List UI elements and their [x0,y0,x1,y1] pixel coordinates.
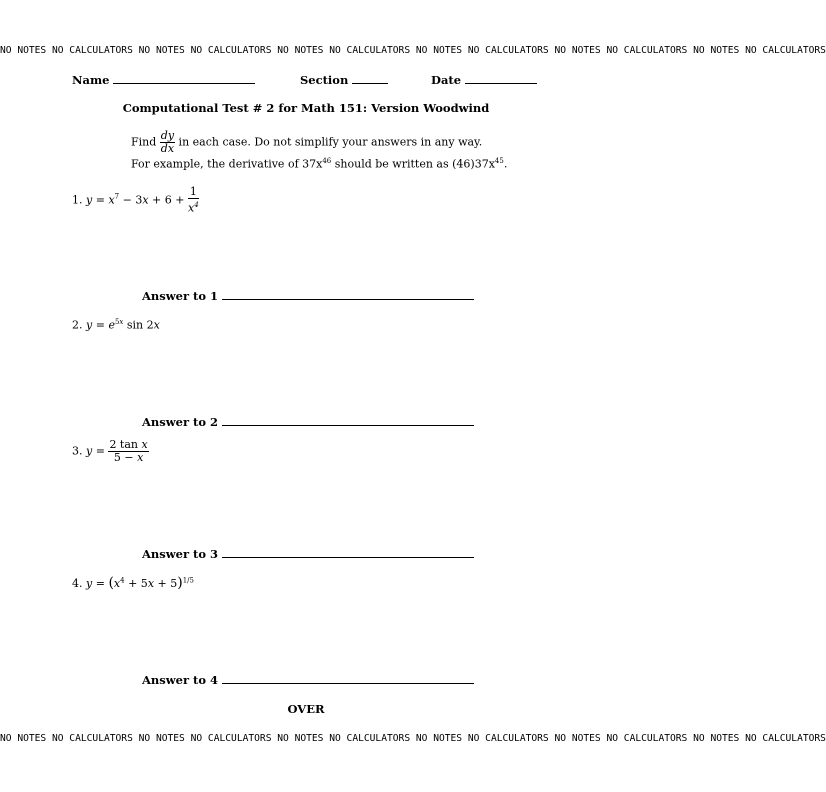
date-label: Date [431,73,462,87]
answer-4[interactable] [142,673,474,687]
example-text-a: For example, the derivative of 37x [131,157,323,171]
find-text: Find [131,135,157,149]
section-label: Section [300,73,349,87]
example-exp-2: 45 [494,157,504,165]
date-blank[interactable] [465,73,537,84]
problem-4-label: 4. [72,577,83,590]
problem-1-fraction: $\frac{1}{x^4}$ [187,185,199,215]
answer-2[interactable] [142,415,474,429]
problem-2: 2. $y = e^{5x}$ sin 2x [72,318,160,332]
problem-2-label: 2. [72,318,83,332]
instruction-line-2 [131,157,507,171]
instruction-line-1 [131,130,482,155]
problem-3-label: 3. [72,444,83,458]
answer-2-label: Answer to 2 [142,415,219,429]
dy-dx-fraction [160,130,175,155]
problem-3-fraction: $\frac{\text{2 tan x}}{5 - x}$ [109,438,148,464]
dy-text: dy [160,129,175,142]
over-label: OVER [287,702,325,716]
answer-4-label: Answer to 4 [142,673,219,687]
banner-top: NO NOTES NO CALCULATORS NO NOTES NO CALCULATORS NO NOTES NO CALCULATORS NO NOTES NO CALCULATORS NO NOTES NO CALCULATORS NO NOTES NO CALCULATORS [0,45,826,56]
answer-1-blank[interactable] [222,289,474,300]
page-title: Computational Test # 2 for Math 151: Version Woodwind [122,101,490,115]
dx-text: dx [160,142,175,155]
problem-1: 1. $y = x^7 - 3x + 6$ + $\frac{1}{x^4}$ [72,185,199,215]
answer-4-blank[interactable] [222,673,474,684]
problem-1-label: 1. [72,193,83,207]
problem-4: 4. $y = (x^4 + 5x + 5)^{1/5}$ [72,575,194,591]
answer-3[interactable] [142,547,474,561]
example-exp-1: 46 [322,157,332,165]
name-field[interactable] [72,73,255,87]
example-text-c: . [503,157,508,171]
instruction-rest: in each case. Do not simplify your answers in any way. [178,135,483,149]
example-text-b: should be written as (46)37x [331,157,495,171]
date-field[interactable] [431,73,537,87]
answer-3-label: Answer to 3 [142,547,219,561]
section-field[interactable] [300,73,388,87]
banner-bottom: NO NOTES NO CALCULATORS NO NOTES NO CALCULATORS NO NOTES NO CALCULATORS NO NOTES NO CALCULATORS NO NOTES NO CALCULATORS NO NOTES NO CALCULATORS [0,733,826,744]
answer-1[interactable] [142,289,474,303]
problem-3: 3. y = $\frac{\text{2 tan x}}{5 - x}$ [72,438,148,464]
name-blank[interactable] [113,73,255,84]
section-blank[interactable] [352,73,388,84]
answer-3-blank[interactable] [222,547,474,558]
name-label: Name [72,73,110,87]
answer-1-label: Answer to 1 [142,289,219,303]
answer-2-blank[interactable] [222,415,474,426]
